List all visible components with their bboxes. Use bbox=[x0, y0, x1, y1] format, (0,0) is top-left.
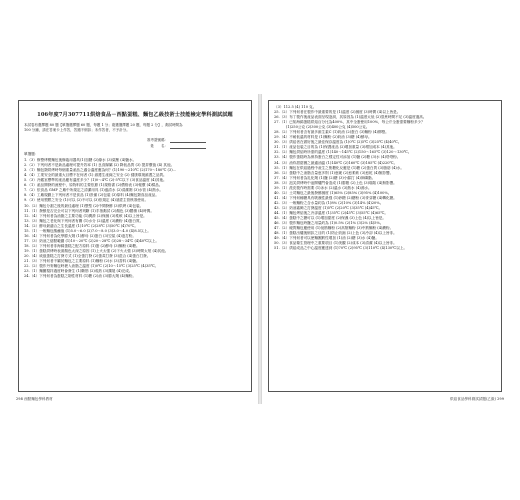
question-item: 11.（1）發酵是否完全可以下列何者判斷 (1)手指測試 (2)顏色 (3)體積 (4)時間。 bbox=[24, 208, 154, 213]
question-item: 15.（1）一般麵包酸鹼值 (1)5.0～6.0 (2)7.0～8.0 (3)3.0～4.0 (4)8.5以上。 bbox=[24, 228, 151, 233]
question-item: 6.（1）產品開發的流程中，原物料的主要依據 (1)規格書 (2)價格表 (3)報價 (4)樣品。 bbox=[24, 183, 163, 188]
question-item: (1)250公克 (2)300公克 (3)400公克 (4)500公克。 bbox=[274, 125, 370, 130]
question-item: 5.（3）冷藏室標準的產品應有溫度多少？(1)0～4℃ (2)-5℃以下 (3)食品溫度 (4)其他。 bbox=[24, 178, 167, 183]
question-item: 27.（1）已知海綿蛋糕烘焙百分比為400%，其中全蛋使用100%，每公斤全蛋需要麵粉多少？ bbox=[274, 120, 425, 125]
question-item: 9.（3）使用塑膠之安全 (1)可以 (2)不可以 (3)依規定 (4)須經主管核准使用。 bbox=[24, 198, 149, 203]
question-item: 35.（1）麵包在烘焙過程中產生之焦糖化反應是 (1)糖 (2)蛋白質 (3)脂肪 (4)水。 bbox=[274, 165, 404, 170]
exam-notice bbox=[24, 123, 246, 133]
question-item: 25.（2）下列何者在製作中最重要的是 (1)溫度 (2)濕度 (3)時間 (4)以上皆是。 bbox=[274, 110, 401, 115]
footer-title: 西點麵包學科教材 bbox=[24, 397, 53, 401]
question-item: 31.（1）產品包裝之目的為 (1)保護產品 (2)增加重量 (3)增加成本 (4)其他。 bbox=[274, 145, 397, 150]
question-item: 16.（4）下列何者為化學膨大劑 (1)酵母 (2)蛋白 (3)空氣 (4)泡打粉。 bbox=[24, 233, 136, 238]
question-item: 1.（3）修整烤模麵包後修臨用器具(1)加糖 (2)綠水 (3)氣壓 (4)鹽水。 bbox=[24, 158, 137, 163]
question-item: 8.（4）工廠規劃上下列何者不是食品 (1)設備 (2)包裝 (3)原料 (4)麵包類食品產品。 bbox=[24, 193, 159, 198]
footer-title: 烘焙食品學科測試試題(乙級) bbox=[450, 397, 496, 401]
question-item: 42.（3）一般麵粉之含水量約為 (1)8% (2)10% (3)14% (4)20%。 bbox=[274, 200, 384, 205]
question-item: 32.（2）麵包烘焙時所需的溫度 (1)140～145℃ (2)150～165℃ (3)120～130℃。 bbox=[274, 150, 412, 155]
question-item: （3）112.5 (4) 110 克。 bbox=[274, 105, 317, 109]
question-item: 33.（4）製作蛋糕時為保持蛋白之穩定性可添加 (1)鹽 (2)糖 (3)水 (4)塔塔粉。 bbox=[274, 155, 401, 160]
name-label: 姓 名： bbox=[150, 144, 168, 149]
question-item: 24.（4）下列何者為蛋糕之韌性材料 (1)糖 (2)油 (3)膨大劑 (4)麵粉。 bbox=[24, 274, 136, 279]
question-item: 21.（3）下列何者不屬於麵包之主要原料 (1)麵粉 (2)水 (3)香料 (4)鹽。 bbox=[24, 259, 140, 264]
question-item: 12.（4）下列何者為油脂之主要功能 (1)潤滑 (2)保濕 (3)柔軟 (4)以上皆是。 bbox=[24, 213, 147, 218]
question-list bbox=[24, 158, 246, 279]
left-page bbox=[14, 94, 258, 404]
name-row bbox=[24, 143, 246, 149]
right-page-content bbox=[274, 105, 496, 387]
page-number: 298 bbox=[16, 397, 23, 401]
question-item: 13.（3）麵包之老化與下列何者有關 (1)水分 (2)溫度 (3)澱粉 (4)蛋白質。 bbox=[24, 218, 144, 223]
right-page-frame bbox=[268, 100, 502, 392]
question-item: 18.（2）下列何者非海綿蛋糕之配方原料 (1)蛋 (2)酵母 (3)麵粉 (4)糖。 bbox=[24, 243, 140, 248]
exam-number-label: 准考證號碼： bbox=[147, 138, 168, 143]
question-item: 29.（4）不耐低溫的材料是 (1)麵粉 (2)奶油 (3)糖 (4)酵母。 bbox=[274, 135, 372, 140]
section-label: 單選題： bbox=[24, 152, 39, 157]
question-list bbox=[274, 105, 496, 251]
question-item: 26.（3）布丁製作後產品表面呈現泡洞，其原因為 (1)溫度太低 (2)蒸煮時間不足 (3)溫度過高。 bbox=[274, 115, 427, 120]
book-spread bbox=[14, 94, 506, 404]
question-item: 34.（3）油炸甜甜圈之最適油溫 (1)140℃ (2)160℃ (3)185℃ (4)220℃。 bbox=[274, 160, 398, 165]
question-item: 37.（4）下列何者為乳化劑 (1)鹽 (2)糖 (3)小蘇打 (4)卵磷脂。 bbox=[274, 175, 376, 180]
question-item: 20.（4）戚風蛋糕之打發方式 (1)全蛋打發 (2)蛋黃打發 (3)混合 (4)蛋白打發。 bbox=[24, 253, 151, 258]
question-item: 19.（1）蛋糕烘烤時表面顏色太深之原因 (1)上火太強 (2)下火太強 (3)時間太短 (4)其他。 bbox=[24, 248, 169, 253]
question-item: 44.（1）麵包烤焙後之冷卻溫度 (1)35℃ (2)45℃ (3)55℃ (4)65℃。 bbox=[274, 210, 389, 215]
question-item: 51.（2）烘焙成品之中心溫度應達到 (1)70℃ (2)95℃ (3)110℃ (4)130℃以上。 bbox=[274, 246, 407, 251]
question-item: 40.（2）土司麵包之最後發酵濕度 (1)65% (2)85% (3)95% (4)100%。 bbox=[274, 190, 392, 195]
question-item: 28.（2）下列何者含有最多維生素C (1)奶油 (2)蛋白 (3)麵粉 (4)柳橙。 bbox=[274, 130, 389, 135]
question-item: 48.（1）蛋糕出爐後倒扣之目的 (1)防止收縮 (2)上色 (3)冷卻 (4)以上皆非。 bbox=[274, 231, 397, 236]
question-item: 41.（4）下列何種糖具有吸濕性最強 (1)砂糖 (2)糖粉 (3)麥芽糖 (4)轉化糖。 bbox=[274, 195, 397, 200]
right-page bbox=[262, 94, 506, 404]
exam-title: 106年度7月307711烘焙食品－西點蛋糕、麵包乙級技術士技能檢定學科測試試題 bbox=[37, 112, 233, 118]
question-item: 43.（2）奶油霜飾之打發溫度 (1)5℃ (2)20℃ (3)35℃ (4)45℃。 bbox=[274, 205, 383, 210]
notice-line: 本試卷有選擇題 80 題【單選選擇題 60 題，每題 1 分；複選選擇題 20 題，每題 2 分】，測試時間為 bbox=[24, 123, 183, 128]
name-blank bbox=[170, 143, 206, 149]
question-item: 45.（4）蛋糕中之糖可以 (1)增加甜度 (2)保濕 (3)上色 (4)以上皆是。 bbox=[274, 216, 386, 221]
question-item: 10.（2）麵包分割之後的最佳處理 (1)整型 (2)中間發酵 (3)烘烤 (4)包裝。 bbox=[24, 203, 144, 208]
question-item: 46.（3）製作麵包時鹽之用量約為 (1)0.5% (2)1% (3)2% (4)5%。 bbox=[274, 221, 384, 226]
question-item: 38.（3）泡芙烘烤時中途開爐門會造成 (1)膨脹 (2)上色 (3)塌陷 (4)無影響。 bbox=[274, 180, 397, 185]
right-footer bbox=[450, 397, 504, 402]
question-item: 22.（2）製作丹麥麵包時裹入油脂之溫度 (1)0℃ (2)10～15℃ (3)25℃ (4)35℃。 bbox=[24, 264, 159, 269]
left-footer bbox=[16, 397, 53, 402]
question-item: 3.（1）麵包類烘烤時每個重量產品之適合溫度應為何？(1)190～210℃ (2)170～180℃ (3)… bbox=[24, 168, 177, 173]
left-page-frame bbox=[18, 100, 252, 392]
question-item: 47.（2）硬質麵包應使用 (1)低筋麵粉 (2)高筋麵粉 (3)中筋麵粉 (4)澱粉。 bbox=[274, 226, 394, 231]
question-item: 36.（2）蛋糕中之油脂含量愈多則 (1)愈硬 (2)愈柔軟 (3)愈乾 (4)無影響。 bbox=[274, 170, 394, 175]
notice-line: 100 分鐘，請在答案卡上作答，答錯不倒扣；未作答者，不予計分。 bbox=[24, 128, 130, 133]
question-item: 50.（3）食品衛生管理中之重要項目 (1)美觀 (2)成本 (3)清潔 (4)以上皆非。 bbox=[274, 241, 397, 246]
question-item: 7.（2）依食品 GMP 之廠中所規定之清潔用具 (1)盛清水 (2)清潔劑 (3)水管 (4)熱水。 bbox=[24, 188, 163, 193]
left-page-content bbox=[24, 105, 246, 387]
question-item: 30.（3）烘焙者在做好後之最佳保存溫度為 (1)0℃ (2)5℃ (3)25℃ (4)40℃。 bbox=[274, 140, 402, 145]
question-item: 39.（1）派皮製作時需要 (1)冰水 (2)溫水 (3)熱水 (4)沸水。 bbox=[274, 185, 372, 190]
question-item: 2.（2）下列何者不是新品處理可提升效率 (1) 良食歸屬 (2) 降低品質 (3) 提昇價值 (4) 其他。 bbox=[24, 163, 175, 168]
question-item: 23.（1）麵團攪拌過度時會發生 (1)斷筋 (2)成熟 (3)擴展 (4)完成。 bbox=[24, 269, 133, 274]
question-item: 4.（4）工業安全的最重大目標不在何者 (1) 維護生產線之安全 (2) 健康環境維護之品質。 bbox=[24, 173, 167, 178]
question-item: 49.（4）下列何者可以使麵團筋性增加 (1)油 (2)糖 (3)水 (4)鹽。 bbox=[274, 236, 379, 241]
question-item: 14.（2）酵母最適合之生長溫度 (1)10℃ (2)28℃ (3)50℃ (4)70℃。 bbox=[24, 223, 139, 228]
question-item: 17.（3）奶油之熔點範圍 (1)10～20℃ (2)20～28℃ (3)28～34℃ (4)40℃以上。 bbox=[24, 238, 159, 243]
page-number: 299 bbox=[497, 397, 504, 401]
